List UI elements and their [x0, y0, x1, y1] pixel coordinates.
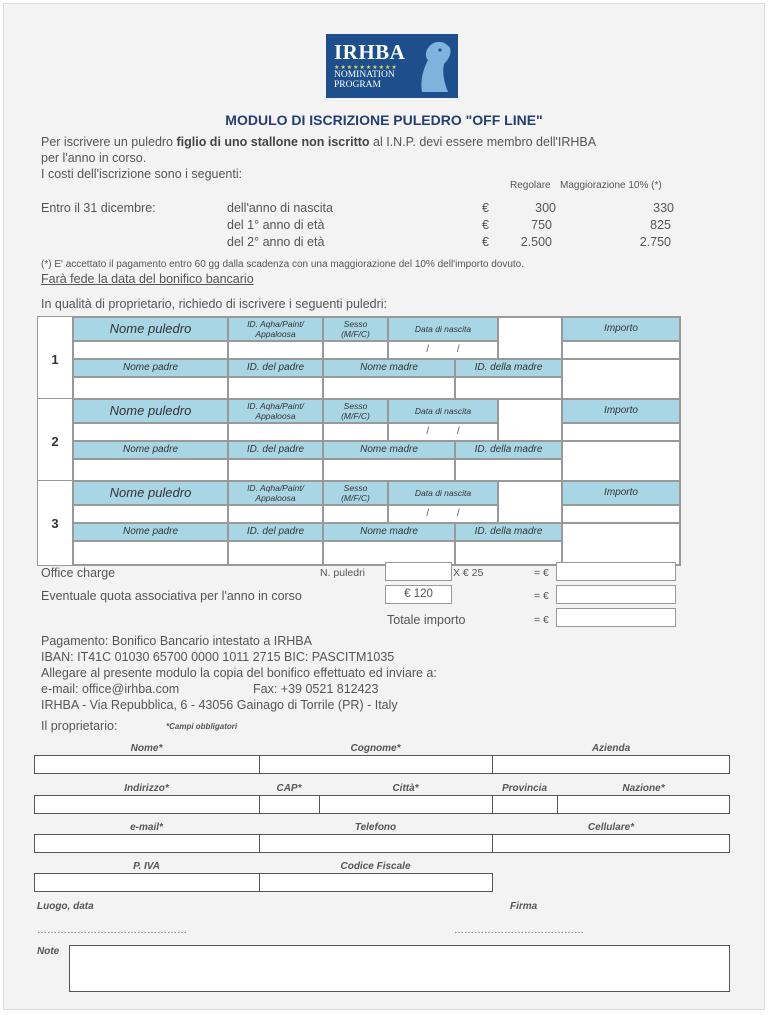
mother-id-header: ID. della madre: [455, 359, 562, 377]
mother-id-input[interactable]: [455, 541, 562, 565]
foal-birth-input[interactable]: / /: [388, 423, 498, 441]
signature-dots: …………………………………: [454, 925, 584, 936]
mother-name-header: Nome madre: [323, 441, 455, 459]
assoc-fee-total-input[interactable]: [556, 585, 676, 604]
n-foals-input[interactable]: [385, 562, 452, 581]
per-foal-label: X € 25: [453, 567, 484, 579]
foal-empty-cell: [562, 359, 680, 401]
equals-euro: = €: [534, 567, 549, 579]
mother-id-header: ID. della madre: [455, 523, 562, 541]
note-textarea[interactable]: [69, 945, 730, 992]
surcharge-note: (*) E' accettato il pagamento entro 60 gg dalla scadenza con una maggiorazione del 10% dell'importo dovuto.: [41, 259, 525, 270]
provincia-input[interactable]: [492, 795, 558, 814]
form-page: [3, 3, 765, 1010]
intro-text: Per iscrivere un puledro figlio di uno stallone non iscritto al I.N.P. devi essere membro dell'IRHBA per l'anno in corso. I costi dell'iscrizione sono i seguenti:: [41, 135, 597, 181]
request-text: In qualità di proprietario, richiedo di iscrivere i seguenti puledri:: [41, 297, 388, 311]
piva-input[interactable]: [34, 873, 260, 892]
office-charge-label: Office charge: [41, 566, 116, 580]
father-id-header: ID. del padre: [228, 359, 323, 377]
assoc-fee-label: Eventuale quota associativa per l'anno in corso: [41, 589, 302, 603]
indirizzo-label: Indirizzo*: [124, 783, 169, 794]
telefono-input[interactable]: [259, 834, 493, 853]
cost-row-label: del 1° anno di età: [227, 218, 325, 232]
foal-sex-input[interactable]: [323, 505, 388, 523]
foal-number: 3: [38, 481, 73, 565]
equals-euro: = €: [534, 590, 549, 602]
foal-id-input[interactable]: [228, 341, 323, 359]
foal-sex-input[interactable]: [323, 341, 388, 359]
foal-name-input[interactable]: [73, 341, 228, 359]
mother-id-header: ID. della madre: [455, 441, 562, 459]
foal-block: [37, 398, 681, 484]
surcharge-price: 825: [650, 218, 671, 232]
foal-empty-cell: [498, 399, 562, 441]
col-surcharge-header: Maggiorazione 10% (*): [560, 180, 662, 191]
surcharge-price: 2.750: [639, 235, 671, 249]
azienda-label: Azienda: [591, 743, 631, 754]
cap-input[interactable]: [259, 795, 320, 814]
foal-amount-header: Importo: [562, 481, 680, 505]
cognome-input[interactable]: [259, 755, 493, 774]
cost-row-label: dell'anno di nascita: [227, 201, 333, 215]
indirizzo-input[interactable]: [34, 795, 260, 814]
foal-block: [37, 316, 681, 402]
provincia-label: Provincia: [501, 783, 548, 794]
signature-label: Firma: [510, 901, 538, 912]
regular-price: 2.500: [520, 235, 552, 249]
mother-name-header: Nome madre: [323, 359, 455, 377]
currency-symbol: €: [482, 218, 489, 232]
foal-name-header: Nome puledro: [73, 317, 228, 341]
cellulare-input[interactable]: [492, 834, 730, 853]
required-note: *Campi obbligatori: [166, 722, 238, 731]
foal-amount-input[interactable]: [562, 341, 680, 359]
cf-label: Codice Fiscale: [340, 861, 411, 872]
email-input[interactable]: [34, 834, 260, 853]
foal-number: 2: [38, 399, 73, 483]
email-label: e-mail*: [130, 822, 163, 833]
surcharge-price: 330: [653, 201, 674, 215]
father-id-header: ID. del padre: [228, 523, 323, 541]
foal-id-header: ID. Aqha/Paint/ Appaloosa: [228, 481, 323, 505]
owner-label: Il proprietario:: [41, 719, 118, 733]
foal-name-header: Nome puledro: [73, 399, 228, 423]
foal-birth-header: Data di nascita: [388, 399, 498, 423]
foal-empty-cell: [498, 317, 562, 359]
nazione-input[interactable]: [557, 795, 730, 814]
father-id-header: ID. del padre: [228, 441, 323, 459]
nazione-label: Nazione*: [622, 783, 665, 794]
logo-name: IRHBA: [334, 40, 406, 64]
foal-id-input[interactable]: [228, 505, 323, 523]
mother-name-header: Nome madre: [323, 523, 455, 541]
assoc-fee-input[interactable]: € 120: [385, 585, 452, 604]
place-date-dots: ………………………………………: [37, 925, 187, 936]
foal-sex-header: Sesso (M/F/C): [323, 399, 388, 423]
foal-name-input[interactable]: [73, 423, 228, 441]
office-charge-total-input[interactable]: [556, 562, 676, 581]
foal-empty-cell: [562, 523, 680, 565]
foal-amount-header: Importo: [562, 399, 680, 423]
foal-birth-input[interactable]: / /: [388, 341, 498, 359]
piva-label: P. IVA: [133, 861, 160, 872]
father-name-header: Nome padre: [73, 359, 228, 377]
foal-block: [37, 480, 681, 566]
currency-symbol: €: [482, 201, 489, 215]
foal-sex-input[interactable]: [323, 423, 388, 441]
foal-empty-cell: [562, 441, 680, 483]
nome-label: Nome*: [130, 743, 163, 754]
cellulare-label: Cellulare*: [587, 822, 635, 833]
foal-birth-input[interactable]: / /: [388, 505, 498, 523]
foal-amount-input[interactable]: [562, 505, 680, 523]
foal-id-header: ID. Aqha/Paint/ Appaloosa: [228, 317, 323, 341]
payment-info: Pagamento: Bonifico Bancario intestato a IRHBA IBAN: IT41C 01030 65700 0000 1011 2715 BIC: PASCITM1035 Allegare al presente modulo la copia del bonifico effettuato ed inviare a: e-mail: office@irhba.com Fax: +39 0521 812423 IRHBA - Via Repubblica, 6 - 43056 Gainago di Torrile (PR) - Italy: [41, 634, 437, 712]
foal-sex-header: Sesso (M/F/C): [323, 481, 388, 505]
foal-amount-header: Importo: [562, 317, 680, 341]
cf-input[interactable]: [259, 873, 493, 892]
irhba-logo: [326, 34, 458, 98]
logo-stars-icon: ★★★★★★★★★★: [334, 65, 398, 71]
azienda-input[interactable]: [492, 755, 730, 774]
cap-label: CAP*: [276, 783, 302, 794]
transfer-date-note: Farà fede la data del bonifico bancario: [41, 272, 254, 286]
nome-input[interactable]: [34, 755, 260, 774]
page-title: MODULO DI ISCRIZIONE PULEDRO "OFF LINE": [225, 112, 543, 128]
currency-symbol: €: [482, 235, 489, 249]
father-id-input[interactable]: [228, 541, 323, 565]
foal-number: 1: [38, 317, 73, 401]
father-name-input[interactable]: [73, 541, 228, 565]
foal-sex-header: Sesso (M/F/C): [323, 317, 388, 341]
telefono-label: Telefono: [354, 822, 397, 833]
father-name-header: Nome padre: [73, 523, 228, 541]
foal-name-input[interactable]: [73, 505, 228, 523]
foal-id-input[interactable]: [228, 423, 323, 441]
total-label: Totale importo: [387, 613, 466, 627]
regular-price: 750: [531, 218, 552, 232]
equals-euro: = €: [534, 614, 549, 626]
n-foals-label: N. puledri: [320, 567, 365, 579]
foal-id-header: ID. Aqha/Paint/ Appaloosa: [228, 399, 323, 423]
logo-subtitle: NOMINATION PROGRAM: [334, 70, 395, 90]
citta-input[interactable]: [319, 795, 493, 814]
horse-head-icon: [414, 38, 454, 94]
foal-empty-cell: [498, 481, 562, 523]
foal-amount-input[interactable]: [562, 423, 680, 441]
father-name-header: Nome padre: [73, 441, 228, 459]
cognome-label: Cognome*: [350, 743, 401, 754]
note-label: Note: [37, 946, 60, 957]
deadline-label: Entro il 31 dicembre:: [41, 201, 156, 215]
regular-price: 300: [535, 201, 556, 215]
grand-total-input[interactable]: [556, 608, 676, 627]
col-regular-header: Regolare: [510, 180, 551, 191]
foal-name-header: Nome puledro: [73, 481, 228, 505]
cost-row-label: del 2° anno di età: [227, 235, 325, 249]
citta-label: Città*: [392, 783, 419, 794]
place-date-label: Luogo, data: [37, 901, 94, 912]
foal-birth-header: Data di nascita: [388, 317, 498, 341]
foal-birth-header: Data di nascita: [388, 481, 498, 505]
